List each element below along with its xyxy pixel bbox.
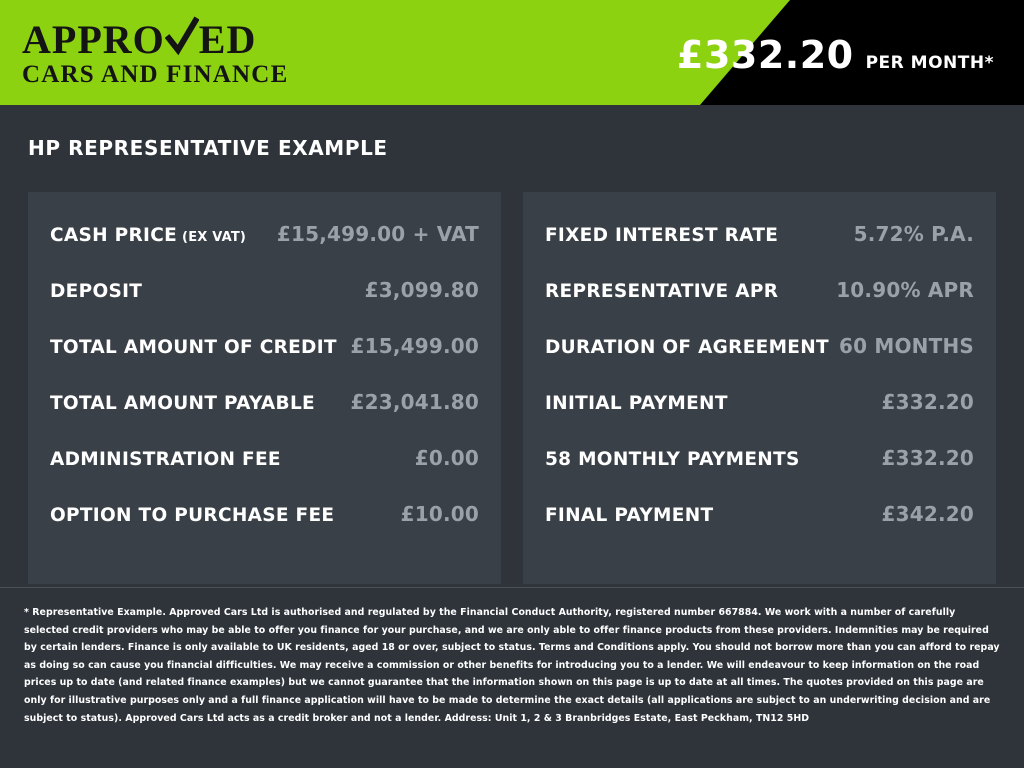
row-value-text: 10.90% APR [836,278,974,302]
table-row [545,278,974,334]
table-row [545,222,974,278]
row-value-text: £332.20 [881,446,974,470]
row-label-text: DURATION OF AGREEMENT [545,337,829,358]
row-label-text: FINAL PAYMENT [545,505,714,526]
table-row [50,446,479,502]
row-value-text: 5.72% P.A. [853,222,974,246]
row-label-text: CASH PRICE [50,225,178,246]
check-icon [165,20,199,60]
page-header [0,0,1024,105]
table-row [545,502,974,558]
table-row [50,278,479,334]
row-value-text: £10.00 [400,502,479,526]
disclaimer-text: * Representative Example. Approved Cars Ltd is authorised and regulated by the Financial Conduct Authority, registered number 667884. We work with a number of carefully selected credit providers who may be able to offer you finance for your purchase, and we are only able to offer finance products from these providers. Indemnities may be required by certain lenders. Finance is only available to UK residents, aged 18 or over, subject to status. Terms and Conditions apply. You should not borrow more than you can afford to repay as doing so can cause you financial difficulties. We may receive a commission or other benefits for introducing you to a lender. We will endeavour to keep information on the road prices up to date (and related finance examples) but we cannot guarantee that the information shown on this page is up to date at all times. The quotes provided on this page are only for illustrative purposes only and a full finance application will have to be made to determine the exact details (all applications are subject to an underwriting decision and are subject to status). Approved Cars Ltd acts as a credit broker and not a lender. Address: Unit 1, 2 & 3 Branbridges Estate, East Peckham, TN12 5HD [24,607,1000,724]
row-label-text: TOTAL AMOUNT OF CREDIT [50,337,337,358]
table-row [545,446,974,502]
right-finance-panel [523,192,996,584]
row-label-text: FIXED INTEREST RATE [545,225,779,246]
row-value-text: £23,041.80 [350,390,479,414]
row-label-text: ADMINISTRATION FEE [50,449,281,470]
table-row [50,502,479,558]
row-label-text: OPTION TO PURCHASE FEE [50,505,335,526]
page-title: HP REPRESENTATIVE EXAMPLE [28,136,388,160]
monthly-price-block [677,33,994,77]
row-label-text: REPRESENTATIVE APR [545,281,779,302]
row-label-text: 58 MONTHLY PAYMENTS [545,449,800,470]
logo-wordmark-bottom: CARS AND FINANCE [22,61,289,88]
divider [0,587,1024,588]
finance-panels [28,192,996,584]
logo-wordmark-top [22,17,288,62]
left-finance-panel [28,192,501,584]
row-label-text: TOTAL AMOUNT PAYABLE [50,393,315,414]
monthly-price-suffix: PER MONTH* [865,53,994,73]
logo-text-ed: ED [198,17,257,62]
row-value-text: £15,499.00 [350,334,479,358]
row-value-text: £3,099.80 [364,278,479,302]
brand-logo [22,17,289,89]
row-value-text: £0.00 [414,446,479,470]
table-row [545,334,974,390]
row-label-text: INITIAL PAYMENT [545,393,728,414]
row-value-text: £342.20 [881,502,974,526]
table-row [50,390,479,446]
row-label-sub: (EX VAT) [182,230,247,245]
monthly-price-amount: £332.20 [677,33,854,77]
logo-text-approv: APPRO [22,17,165,62]
row-value-text: 60 MONTHS [838,334,974,358]
row-label-text: DEPOSIT [50,281,143,302]
row-value-text: £15,499.00 + VAT [276,222,479,246]
table-row [50,334,479,390]
table-row [545,390,974,446]
row-value-text: £332.20 [881,390,974,414]
table-row [50,222,479,278]
